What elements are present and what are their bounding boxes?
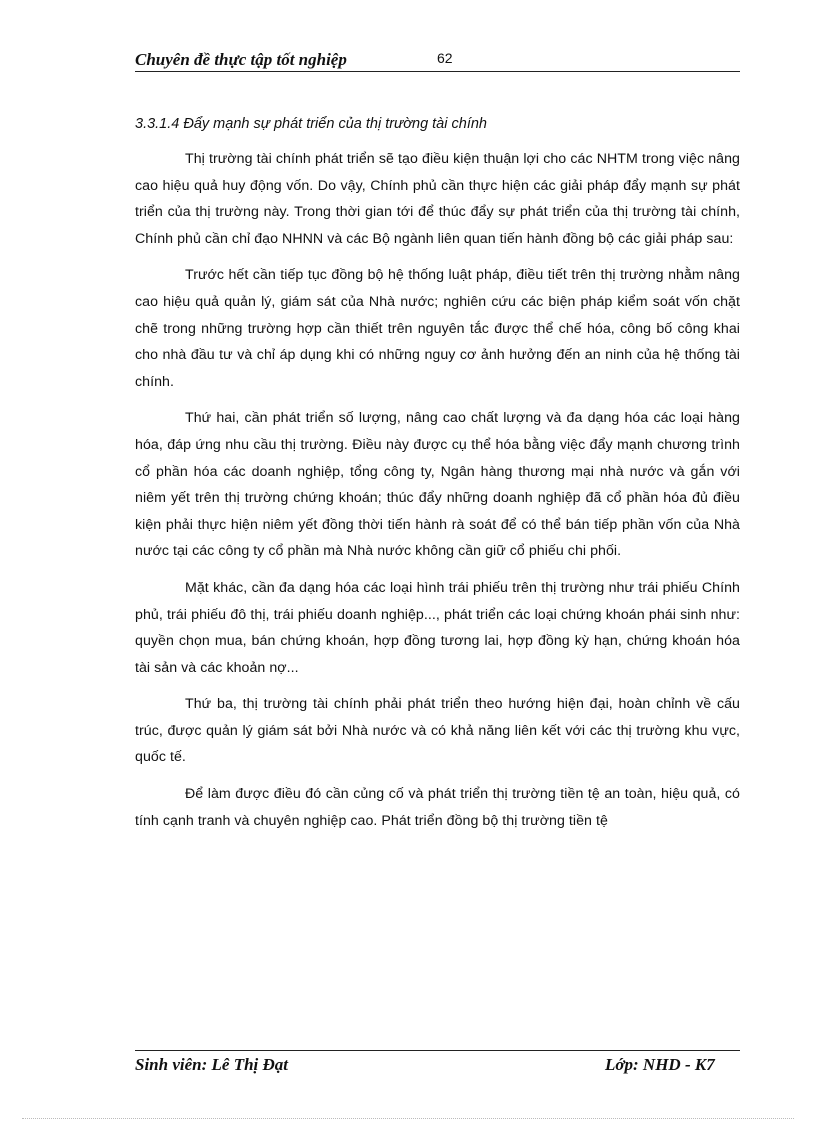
header-title: Chuyên đề thực tập tốt nghiệp — [135, 50, 347, 69]
paragraph: Trước hết cần tiếp tục đồng bộ hệ thống luật pháp, điều tiết trên thị trường nhằm nâng cao hiệu quả quản lý, giám sát của Nhà nước; nghiên cứu các biện pháp kiểm soát vốn chặt chẽ trong những trường hợp cần thiết trên nguyên tắc được thể chế hóa, công bố công khai cho nhà đầu tư và chỉ áp dụng khi có những nguy cơ ảnh hưởng đến an ninh của hệ thống tài chính. — [135, 267, 740, 390]
page-edge — [22, 1118, 794, 1119]
section-heading: 3.3.1.4 Đẩy mạnh sự phát triển của thị trường tài chính — [135, 116, 487, 132]
document-body — [135, 112, 740, 844]
paragraph: Mặt khác, cần đa dạng hóa các loại hình trái phiếu trên thị trường như trái phiếu Chính phủ, trái phiếu đô thị, trái phiếu doanh nghiệp..., phát triển các loại chứng khoán phái sinh như: quyền chọn mua, bán chứng khoán, hợp đồng tương lai, hợp đồng kỳ hạn, chứng khoán hóa tài sản và các khoản nợ... — [135, 579, 740, 676]
paragraph: Thứ hai, cần phát triển số lượng, nâng cao chất lượng và đa dạng hóa các loại hàng hóa, đáp ứng nhu cầu thị trường. Điều này được cụ thể hóa bằng việc đẩy mạnh chương trình cổ phần hóa các doanh nghiệp, tổng công ty, Ngân hàng thương mại nhà nước và gắn với niêm yết trên thị trường chứng khoán; thúc đẩy những doanh nghiệp đã cổ phần hóa đủ điều kiện phải thực hiện niêm yết đồng thời tiến hành rà soát để có thể bán tiếp phần vốn của Nhà nước tại các công ty cổ phần mà Nhà nước không cần giữ cổ phiếu chi phối. — [135, 410, 740, 560]
paragraph: Thứ ba, thị trường tài chính phải phát triển theo hướng hiện đại, hoàn chỉnh về cấu trúc, được quản lý giám sát bởi Nhà nước và có khả năng liên kết với các thị trường khu vực, quốc tế. — [135, 696, 740, 766]
header-divider — [135, 71, 740, 72]
footer-divider — [135, 1050, 740, 1051]
page-number: 62 — [437, 50, 453, 66]
paragraph: Thị trường tài chính phát triển sẽ tạo điều kiện thuận lợi cho các NHTM trong việc nâng cao hiệu quả huy động vốn. Do vậy, Chính phủ cần thực hiện các giải pháp đẩy mạnh sự phát triển của thị trường này. Trong thời gian tới để thúc đẩy sự phát triển của thị trường tài chính, Chính phủ cần chỉ đạo NHNN và các Bộ ngành liên quan tiến hành đồng bộ các giải pháp sau: — [135, 151, 740, 247]
paragraph: Để làm được điều đó cần củng cố và phát triển thị trường tiền tệ an toàn, hiệu quả, có tính cạnh tranh và chuyên nghiệp cao. Phát triển đồng bộ thị trường tiền tệ — [135, 786, 740, 829]
footer-student: Sinh viên: Lê Thị Đạt — [135, 1055, 289, 1074]
footer-class: Lớp: NHD - K7 — [605, 1055, 715, 1074]
page-header — [135, 48, 740, 72]
